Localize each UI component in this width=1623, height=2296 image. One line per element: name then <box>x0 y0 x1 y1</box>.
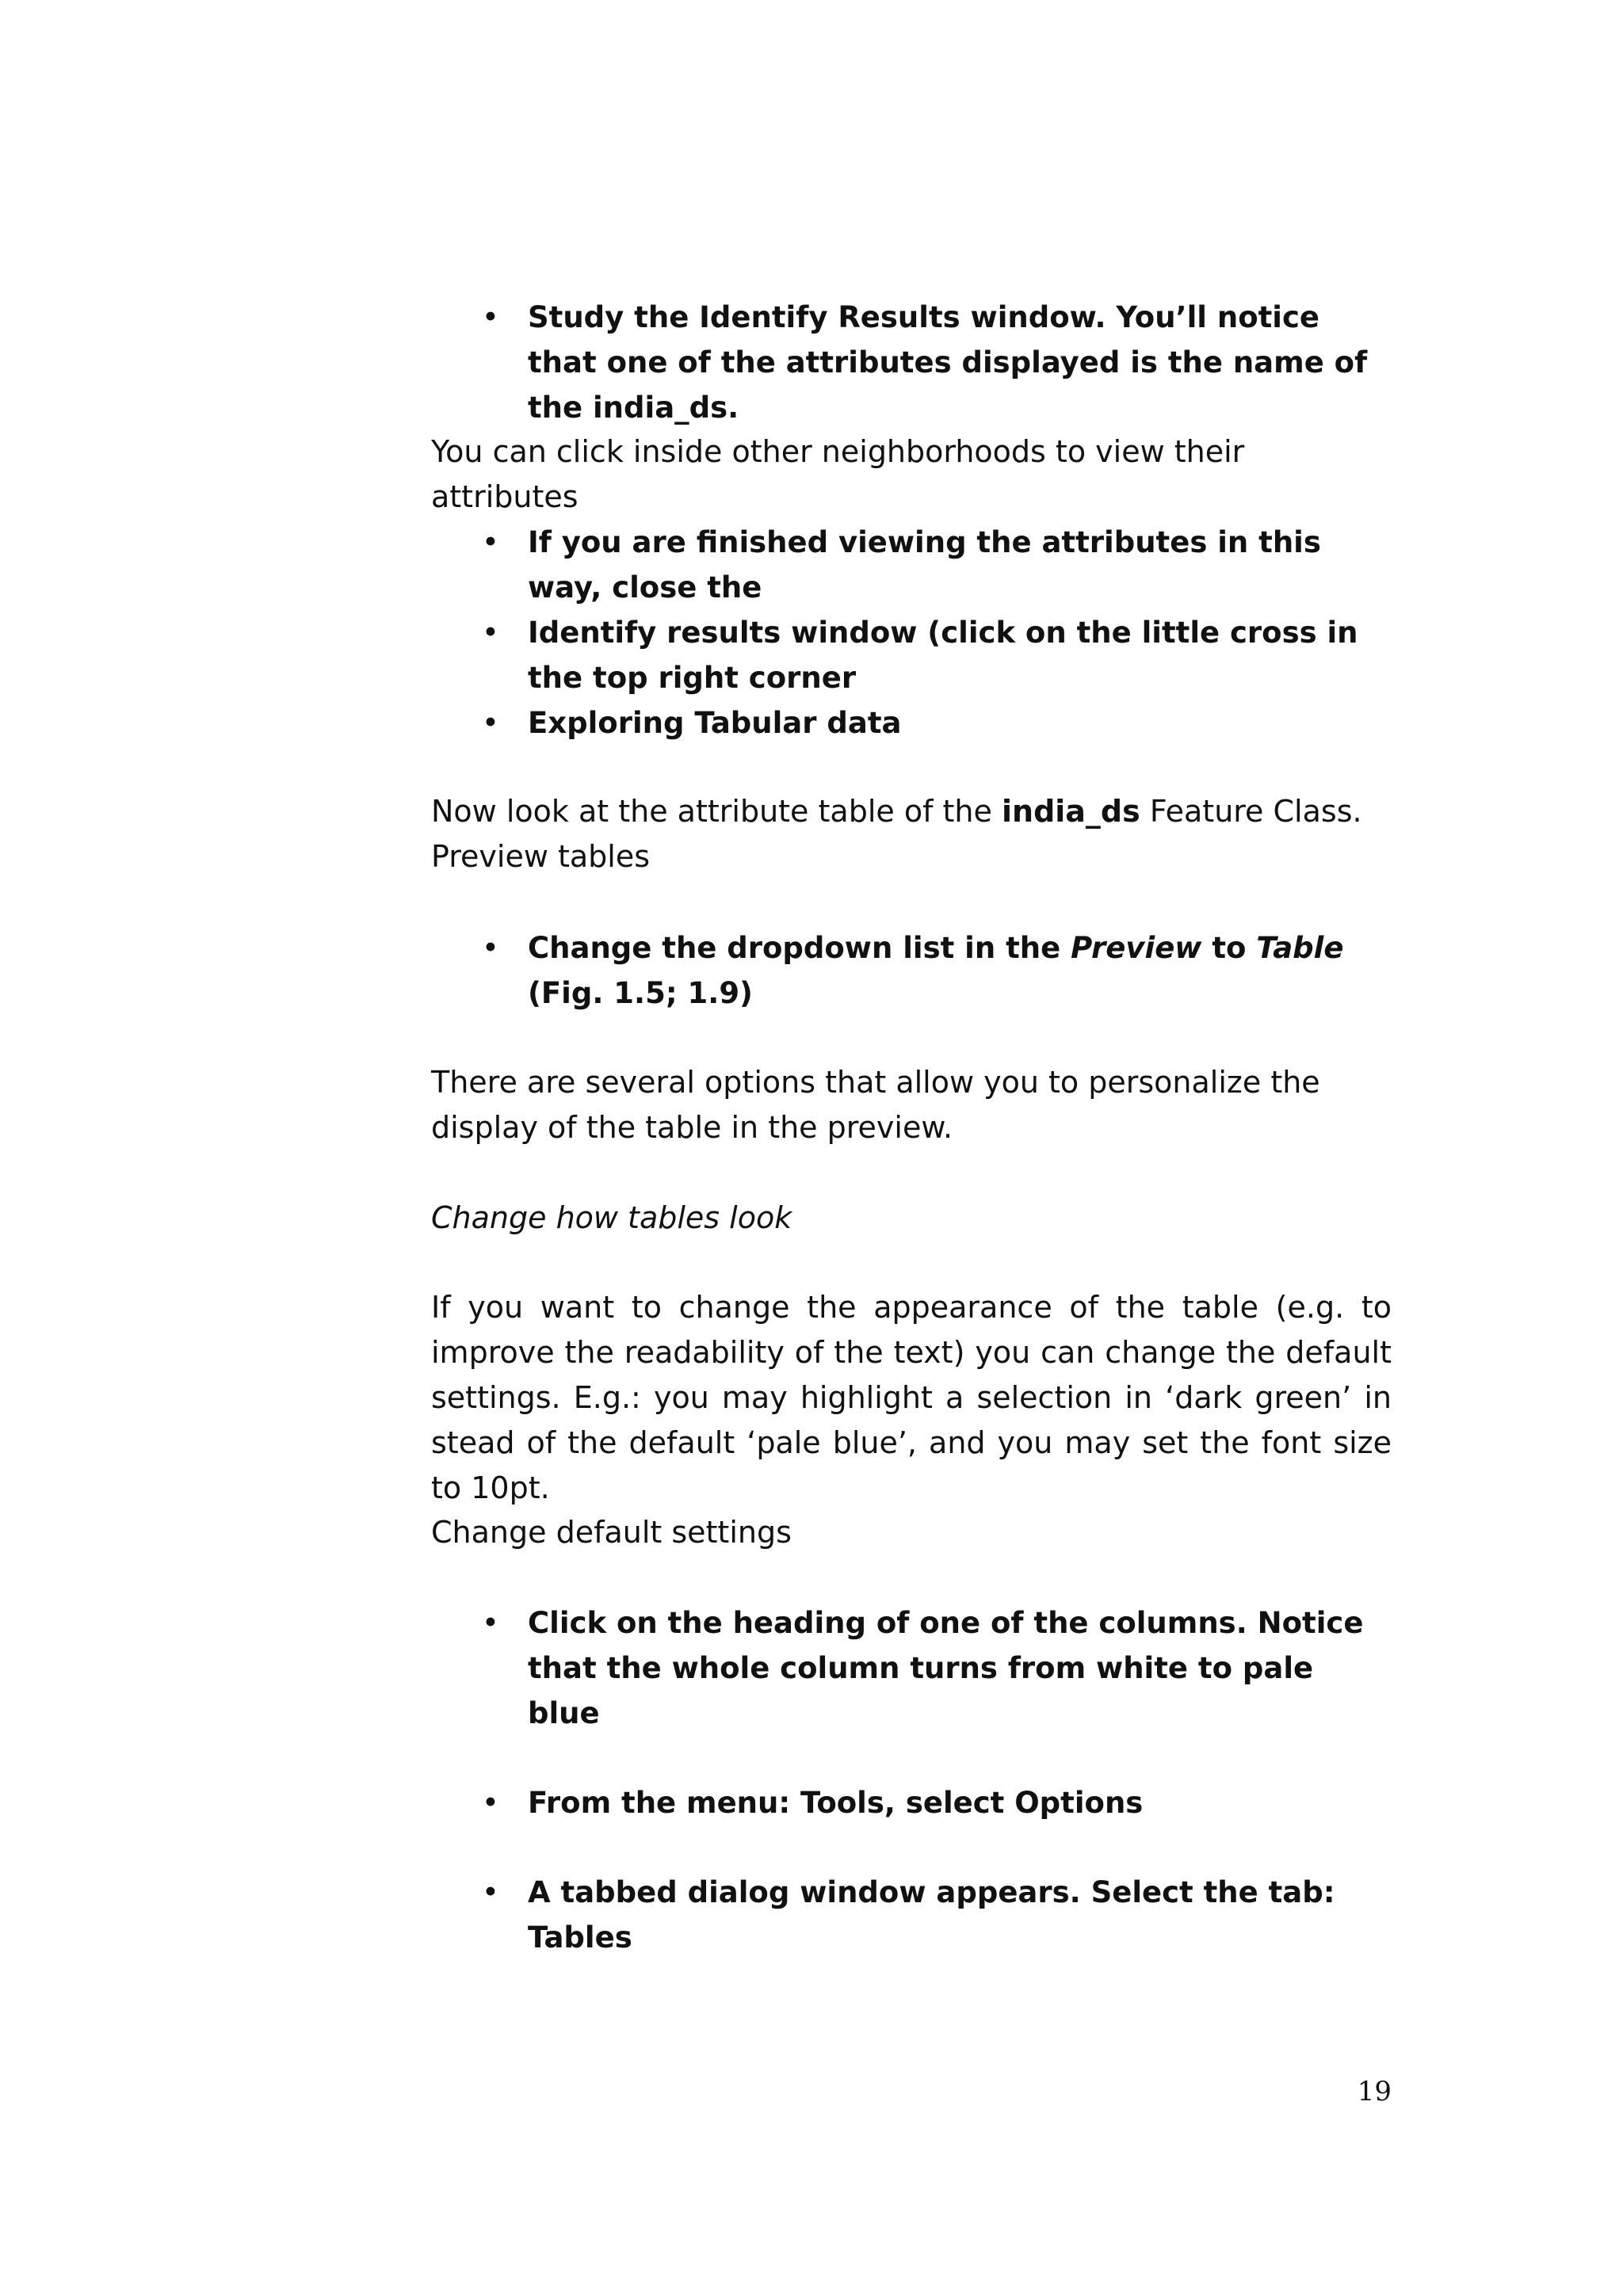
paragraph-default-settings: Change default settings <box>431 1515 792 1550</box>
bullet-dot: • <box>482 1875 499 1909</box>
page-number: 19 <box>1357 2076 1392 2107</box>
paragraph-options: There are several options that allow you to personalize the display of the table in the preview. <box>431 1065 1320 1145</box>
bullet-dot: • <box>482 616 499 650</box>
bullet-dot: • <box>482 300 499 334</box>
bullet-dot: • <box>482 1606 499 1640</box>
list-item <box>431 1870 1392 1960</box>
list-item-text: Study the Identify Results window. You’ll notice that one of the attributes displayed is the name of the india_ds. <box>528 300 1368 425</box>
bullet-list-identify <box>431 295 1392 430</box>
list-item <box>431 610 1392 700</box>
paragraph-attribute-table <box>431 789 1392 879</box>
paragraph-neighborhoods: You can click inside other neighborhoods to view their attributes <box>431 434 1245 514</box>
list-item <box>431 295 1392 430</box>
list-item <box>431 700 1392 746</box>
text-run-italic: Table <box>1256 931 1344 965</box>
list-item <box>431 925 1392 1016</box>
bullet-dot: • <box>482 931 499 965</box>
list-item-text: Exploring Tabular data <box>528 706 902 740</box>
list-item-text: If you are finished viewing the attributes in this way, close the <box>528 525 1321 605</box>
list-item-text: A tabbed dialog window appears. Select the tab: Tables <box>528 1875 1335 1955</box>
text-run: Change the dropdown list in the <box>528 931 1071 965</box>
bullet-list-finish <box>431 520 1392 746</box>
text-run: Now look at the attribute table of the <box>431 794 1002 829</box>
list-item <box>431 520 1392 610</box>
text-run-italic: Preview <box>1071 931 1202 965</box>
feature-class-name: india_ds <box>1001 794 1140 829</box>
text-run: (Fig. 1.5; 1.9) <box>528 976 753 1010</box>
bullet-dot: • <box>482 1786 499 1820</box>
text-run: Feature Class. <box>1140 794 1362 829</box>
list-item <box>431 1600 1392 1736</box>
bullet-list-steps <box>431 1600 1392 1960</box>
text-run: Preview tables <box>431 839 651 874</box>
list-item-text: Click on the heading of one of the columns. Notice that the whole column turns from white to pale blue <box>528 1606 1364 1730</box>
bullet-list-dropdown <box>431 925 1392 1016</box>
list-item-text: From the menu: Tools, select Options <box>528 1786 1144 1820</box>
list-item <box>431 1780 1392 1825</box>
bullet-dot: • <box>482 525 499 559</box>
paragraph-appearance: If you want to change the appearance of the table (e.g. to improve the readability of the text) you can change the default settings. E.g.: you may highlight a selection in ‘dark green’ in stead of the default ‘pale blue’, and you may set the font size to 10pt. <box>431 1290 1392 1505</box>
section-heading: Change how tables look <box>431 1200 792 1235</box>
text-run: to <box>1201 931 1257 965</box>
list-item-text: Identify results window (click on the little cross in the top right corner <box>528 616 1358 695</box>
bullet-dot: • <box>482 706 499 740</box>
